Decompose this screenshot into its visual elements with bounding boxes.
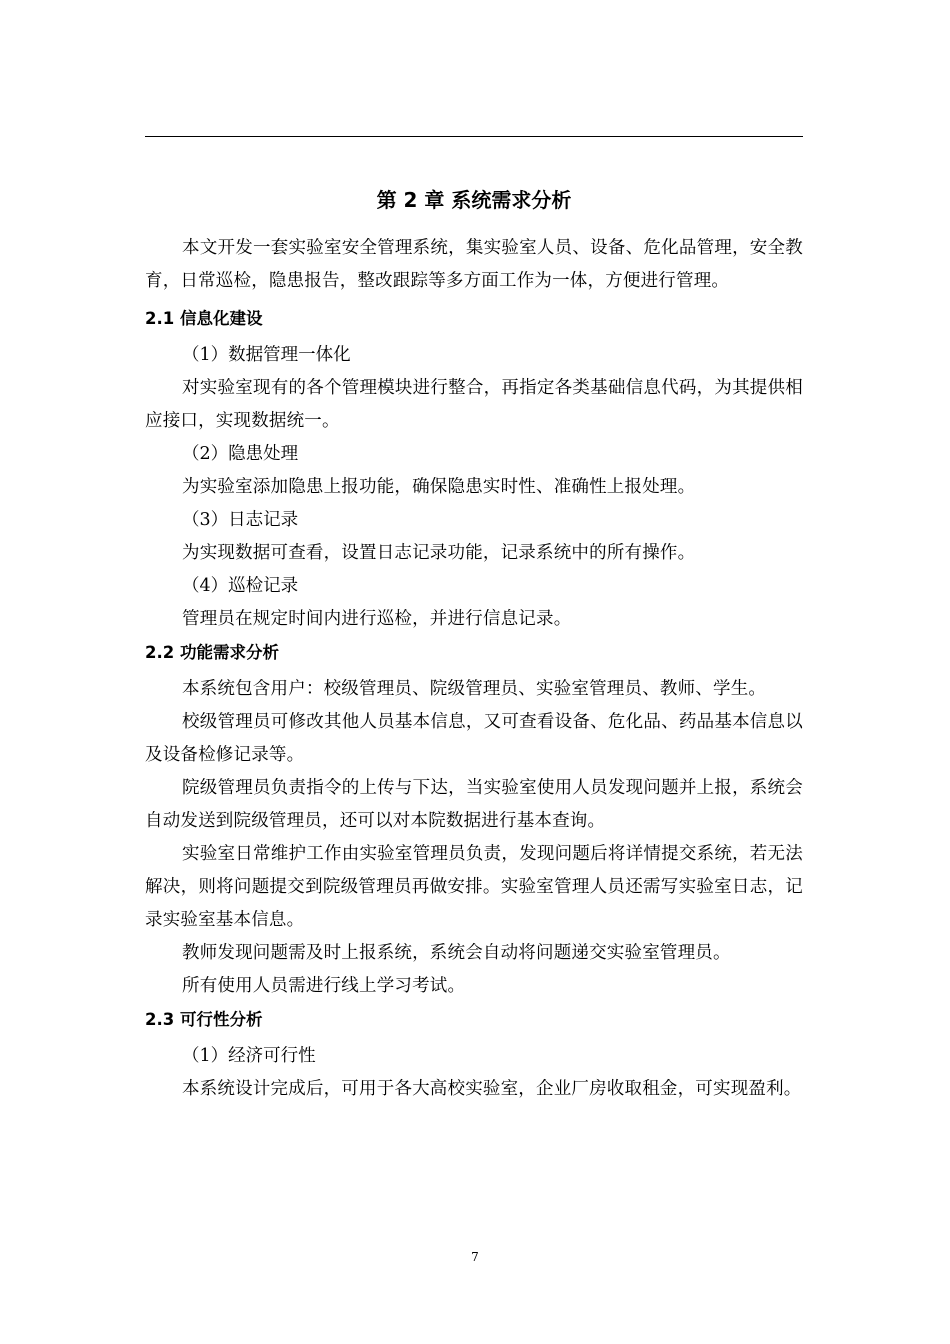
section-heading-2-1: 2.1 信息化建设 [145, 309, 263, 328]
item-paragraph: 为实验室添加隐患上报功能，确保隐患实时性、准确性上报处理。 [182, 477, 696, 497]
paragraph: 校级管理员可修改其他人员基本信息，又可查看设备、危化品、药品基本信息以及设备检修记录等。 [145, 712, 803, 765]
section-heading-2-3: 2.3 可行性分析 [145, 1010, 263, 1029]
item-paragraph: 为实现数据可查看，设置日志记录功能，记录系统中的所有操作。 [182, 543, 696, 563]
body-content [145, 232, 803, 1106]
paragraph: 本系统包含用户：校级管理员、院级管理员、实验室管理员、教师、学生。 [182, 679, 767, 699]
page-number: 7 [471, 1250, 479, 1264]
paragraph: 所有使用人员需进行线上学习考试。 [182, 976, 466, 996]
intro-paragraph: 本文开发一套实验室安全管理系统，集实验室人员、设备、危化品管理，安全教育，日常巡检，隐患报告，整改跟踪等多方面工作为一体，方便进行管理。 [145, 238, 803, 291]
item-title: （1）经济可行性 [182, 1046, 316, 1066]
paragraph: 实验室日常维护工作由实验室管理员负责，发现问题后将详情提交系统，若无法解决，则将问题提交到院级管理员再做安排。实验室管理人员还需写实验室日志，记录实验室基本信息。 [145, 844, 803, 930]
item-paragraph: 管理员在规定时间内进行巡检，并进行信息记录。 [182, 609, 572, 629]
paragraph: 院级管理员负责指令的上传与下达，当实验室使用人员发现问题并上报，系统会自动发送到院级管理员，还可以对本院数据进行基本查询。 [145, 778, 803, 831]
item-paragraph: 本系统设计完成后，可用于各大高校实验室，企业厂房收取租金，可实现盈利。 [182, 1079, 802, 1099]
item-paragraph: 对实验室现有的各个管理模块进行整合，再指定各类基础信息代码，为其提供相应接口，实现数据统一。 [145, 378, 803, 431]
item-title: （4）巡检记录 [182, 576, 299, 596]
header-rule [145, 136, 803, 137]
item-title: （2）隐患处理 [182, 444, 299, 464]
chapter-title: 第 2 章 系统需求分析 [376, 188, 572, 212]
item-title: （3）日志记录 [182, 510, 299, 530]
item-title: （1）数据管理一体化 [182, 345, 351, 365]
section-heading-2-2: 2.2 功能需求分析 [145, 643, 279, 662]
paragraph: 教师发现问题需及时上报系统，系统会自动将问题递交实验室管理员。 [182, 943, 731, 963]
